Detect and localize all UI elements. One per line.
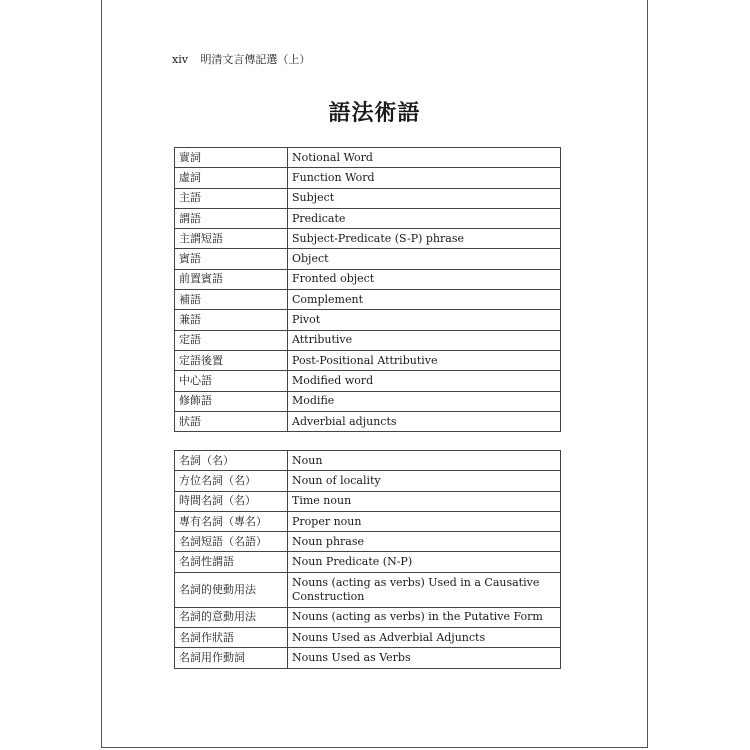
term-chinese: 名詞（名）	[175, 451, 288, 471]
table-row	[175, 208, 561, 228]
term-english: Noun	[288, 451, 561, 471]
term-english: Predicate	[288, 208, 561, 228]
term-english: Proper noun	[288, 511, 561, 531]
table-row	[175, 607, 561, 627]
term-chinese: 名詞用作動詞	[175, 648, 288, 668]
term-chinese: 時間名詞（名）	[175, 491, 288, 511]
term-chinese: 賓語	[175, 249, 288, 269]
page-title: 語法術語	[328, 100, 421, 126]
term-chinese: 兼語	[175, 310, 288, 330]
term-english: Noun of locality	[288, 471, 561, 491]
table-row	[175, 572, 561, 607]
term-english: Time noun	[288, 491, 561, 511]
table-row	[175, 269, 561, 289]
term-english: Pivot	[288, 310, 561, 330]
book-title: 明清文言傳記選（上）	[200, 53, 311, 66]
term-chinese: 修飾語	[175, 391, 288, 411]
term-english: Adverbial adjuncts	[288, 411, 561, 431]
term-chinese: 定語後置	[175, 350, 288, 370]
term-english: Noun phrase	[288, 532, 561, 552]
term-english: Object	[288, 249, 561, 269]
term-chinese: 前置賓語	[175, 269, 288, 289]
term-english: Attributive	[288, 330, 561, 350]
term-chinese: 實詞	[175, 148, 288, 168]
table-row	[175, 290, 561, 310]
terms-table-core	[174, 147, 561, 432]
term-chinese: 定語	[175, 330, 288, 350]
term-english: Subject	[288, 188, 561, 208]
term-chinese: 名詞作狀語	[175, 628, 288, 648]
table-row	[175, 648, 561, 668]
table-row	[175, 552, 561, 572]
term-english: Modified word	[288, 371, 561, 391]
term-chinese: 名詞的意動用法	[175, 607, 288, 627]
term-english: Noun Predicate (N-P)	[288, 552, 561, 572]
term-english: Post-Positional Attributive	[288, 350, 561, 370]
table-row	[175, 371, 561, 391]
term-chinese: 專有名詞（專名）	[175, 511, 288, 531]
term-english: Nouns Used as Verbs	[288, 648, 561, 668]
term-english: Subject-Predicate (S-P) phrase	[288, 229, 561, 249]
table-row	[175, 391, 561, 411]
table-row	[175, 471, 561, 491]
table-row	[175, 491, 561, 511]
table-row	[175, 628, 561, 648]
term-chinese: 虛詞	[175, 168, 288, 188]
page-number: xiv	[172, 53, 188, 66]
term-english: Fronted object	[288, 269, 561, 289]
terms-table-nouns	[174, 450, 561, 669]
term-chinese: 主謂短語	[175, 229, 288, 249]
term-english: Complement	[288, 290, 561, 310]
term-chinese: 補語	[175, 290, 288, 310]
term-english: Modifie	[288, 391, 561, 411]
term-chinese: 方位名詞（名）	[175, 471, 288, 491]
table-row	[175, 188, 561, 208]
book-page	[101, 0, 648, 748]
table-row	[175, 168, 561, 188]
term-chinese: 名詞的使動用法	[175, 572, 288, 607]
table-row	[175, 511, 561, 531]
table-row	[175, 350, 561, 370]
table-row	[175, 148, 561, 168]
term-english: Function Word	[288, 168, 561, 188]
term-english: Nouns Used as Adverbial Adjuncts	[288, 628, 561, 648]
term-chinese: 狀語	[175, 411, 288, 431]
term-english: Nouns (acting as verbs) Used in a Causative Construction	[288, 572, 561, 607]
term-chinese: 名詞性謂語	[175, 552, 288, 572]
term-chinese: 主語	[175, 188, 288, 208]
term-chinese: 名詞短語（名語）	[175, 532, 288, 552]
table-row	[175, 310, 561, 330]
running-head	[172, 51, 310, 67]
term-english: Nouns (acting as verbs) in the Putative Form	[288, 607, 561, 627]
table-row	[175, 229, 561, 249]
term-chinese: 謂語	[175, 208, 288, 228]
table-row	[175, 532, 561, 552]
table-row	[175, 249, 561, 269]
term-english: Notional Word	[288, 148, 561, 168]
table-row	[175, 451, 561, 471]
term-chinese: 中心語	[175, 371, 288, 391]
table-row	[175, 411, 561, 431]
table-row	[175, 330, 561, 350]
